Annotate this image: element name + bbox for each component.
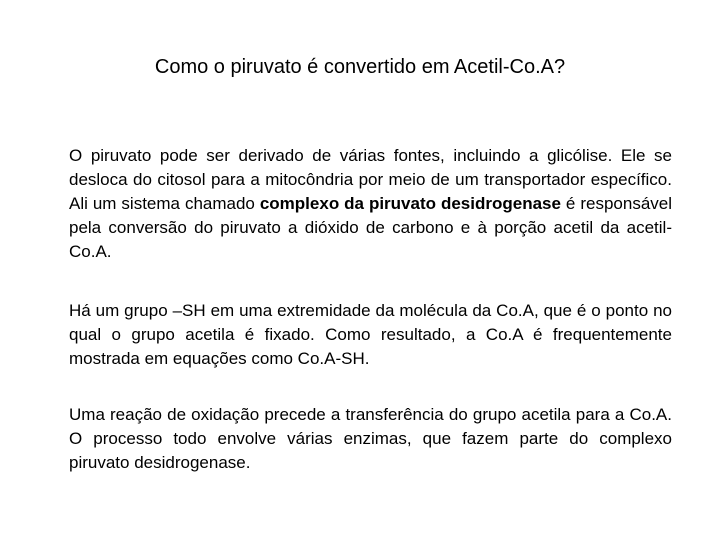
- paragraph-oxidation: Uma reação de oxidação precede a transferência do grupo acetila para a Co.A. O processo todo envolve várias enzimas, que fazem parte do complexo piruvato desidrogenase.: [69, 405, 672, 472]
- paragraph-1-text-start: O piruvato pode ser derivado de várias fontes, incluindo a glicólise. Ele se desloca do citosol para a mitocôndria por meio de um transportador específico. Ali um sistema chamado: [69, 146, 672, 213]
- paragraph-1-bold-term: complexo da piruvato desidrogenase: [259, 194, 561, 213]
- paragraph-pyruvate-origin: [69, 144, 672, 264]
- slide-title: Como o piruvato é convertido em Acetil-Co.A?: [154, 56, 566, 78]
- paragraph-1-text-end: é responsável pela conversão do piruvato a dióxido de carbono e à porção acetil da acetil-Co.A.: [69, 194, 673, 261]
- paragraph-sh-group: Há um grupo –SH em uma extremidade da molécula da Co.A, que é o ponto no qual o grupo acetila é fixado. Como resultado, a Co.A é frequentemente mostrada em equações como Co.A-SH.: [69, 301, 672, 368]
